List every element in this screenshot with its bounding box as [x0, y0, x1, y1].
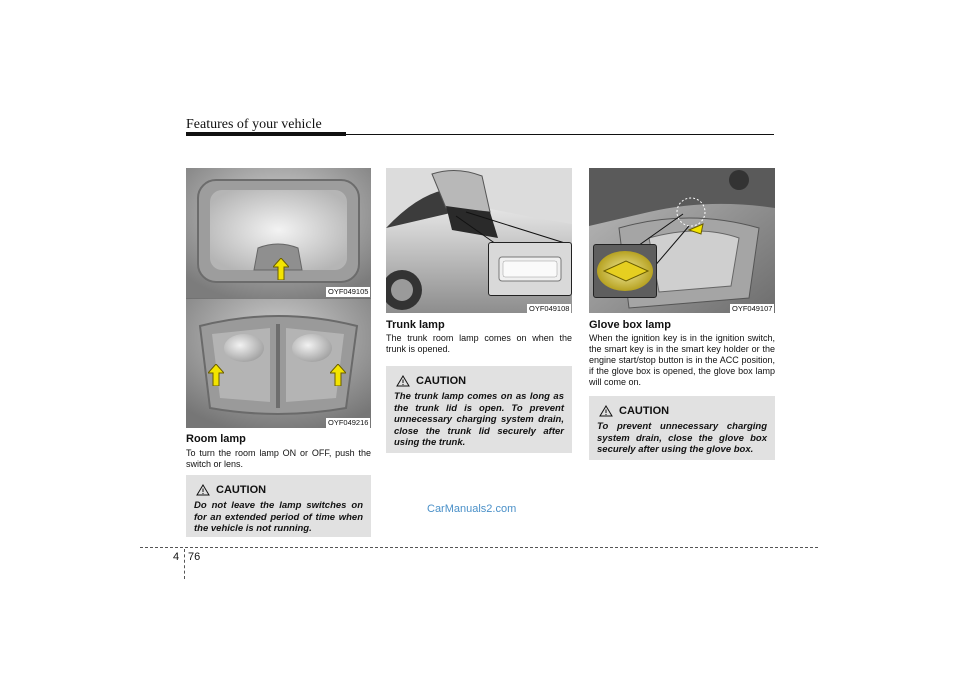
glove-box-lamp-inset	[593, 244, 657, 298]
trunk-lamp-caution-text: The trunk lamp comes on as long as the trunk lid is open. To prevent unnecessary charging system drain, close the trunk lid securely after using the trunk.	[394, 391, 564, 448]
trunk-lamp-body: The trunk room lamp comes on when the trunk is opened.	[386, 333, 572, 354]
room-lamp-image-code-top: OYF049105	[328, 287, 369, 296]
warning-triangle-icon	[196, 484, 210, 496]
room-lamp-caution-text: Do not leave the lamp switches on for an extended period of time when the vehicle is not running.	[194, 500, 363, 534]
room-lamp-heading: Room lamp	[186, 433, 246, 445]
page-header-title: Features of your vehicle	[186, 117, 322, 132]
page-number: 76	[188, 551, 201, 563]
room-lamp-photo-top	[186, 168, 371, 298]
arrow-up-icon	[273, 258, 289, 280]
glove-box-lamp-caution-box	[589, 396, 775, 460]
watermark-link[interactable]: CarManuals2.com	[427, 503, 517, 515]
arrow-up-icon	[208, 364, 224, 386]
warning-triangle-icon	[396, 375, 410, 387]
header-rule-thick	[186, 132, 346, 136]
trunk-lamp-photo	[386, 168, 572, 313]
room-lamp-body: To turn the room lamp ON or OFF, push the switch or lens.	[186, 448, 371, 469]
header-rule-thin	[346, 134, 774, 135]
caution-title: CAUTION	[619, 405, 670, 417]
room-lamp-image-code-bottom: OYF049216	[328, 418, 369, 427]
room-lamp-photo-bottom	[186, 298, 371, 428]
trunk-lamp-heading: Trunk lamp	[386, 319, 445, 331]
caution-title: CAUTION	[416, 375, 467, 387]
glove-box-lamp-image-code: OYF049107	[732, 304, 773, 313]
footer-divider	[184, 549, 185, 579]
trunk-lamp-inset	[488, 242, 572, 296]
trunk-lamp-caution-box	[386, 366, 572, 453]
arrow-up-icon	[330, 364, 346, 386]
glove-box-lamp-heading: Glove box lamp	[589, 319, 671, 331]
warning-triangle-icon	[599, 405, 613, 417]
glove-box-lamp-body: When the ignition key is in the ignition switch, the smart key is in the smart key holder or the engine start/stop button is in the ACC position, if the glove box is opened, the glove box lamp will come on.	[589, 333, 775, 387]
room-lamp-caution-box	[186, 475, 371, 537]
caution-title: CAUTION	[216, 484, 267, 496]
glove-box-lamp-caution-text: To prevent unnecessary charging system drain, close the glove box securely after using the glove box.	[597, 421, 767, 455]
chapter-number: 4	[173, 551, 180, 563]
footer-rule	[140, 547, 818, 548]
trunk-lamp-image-code: OYF049108	[529, 304, 570, 313]
glove-box-lamp-photo	[589, 168, 775, 313]
